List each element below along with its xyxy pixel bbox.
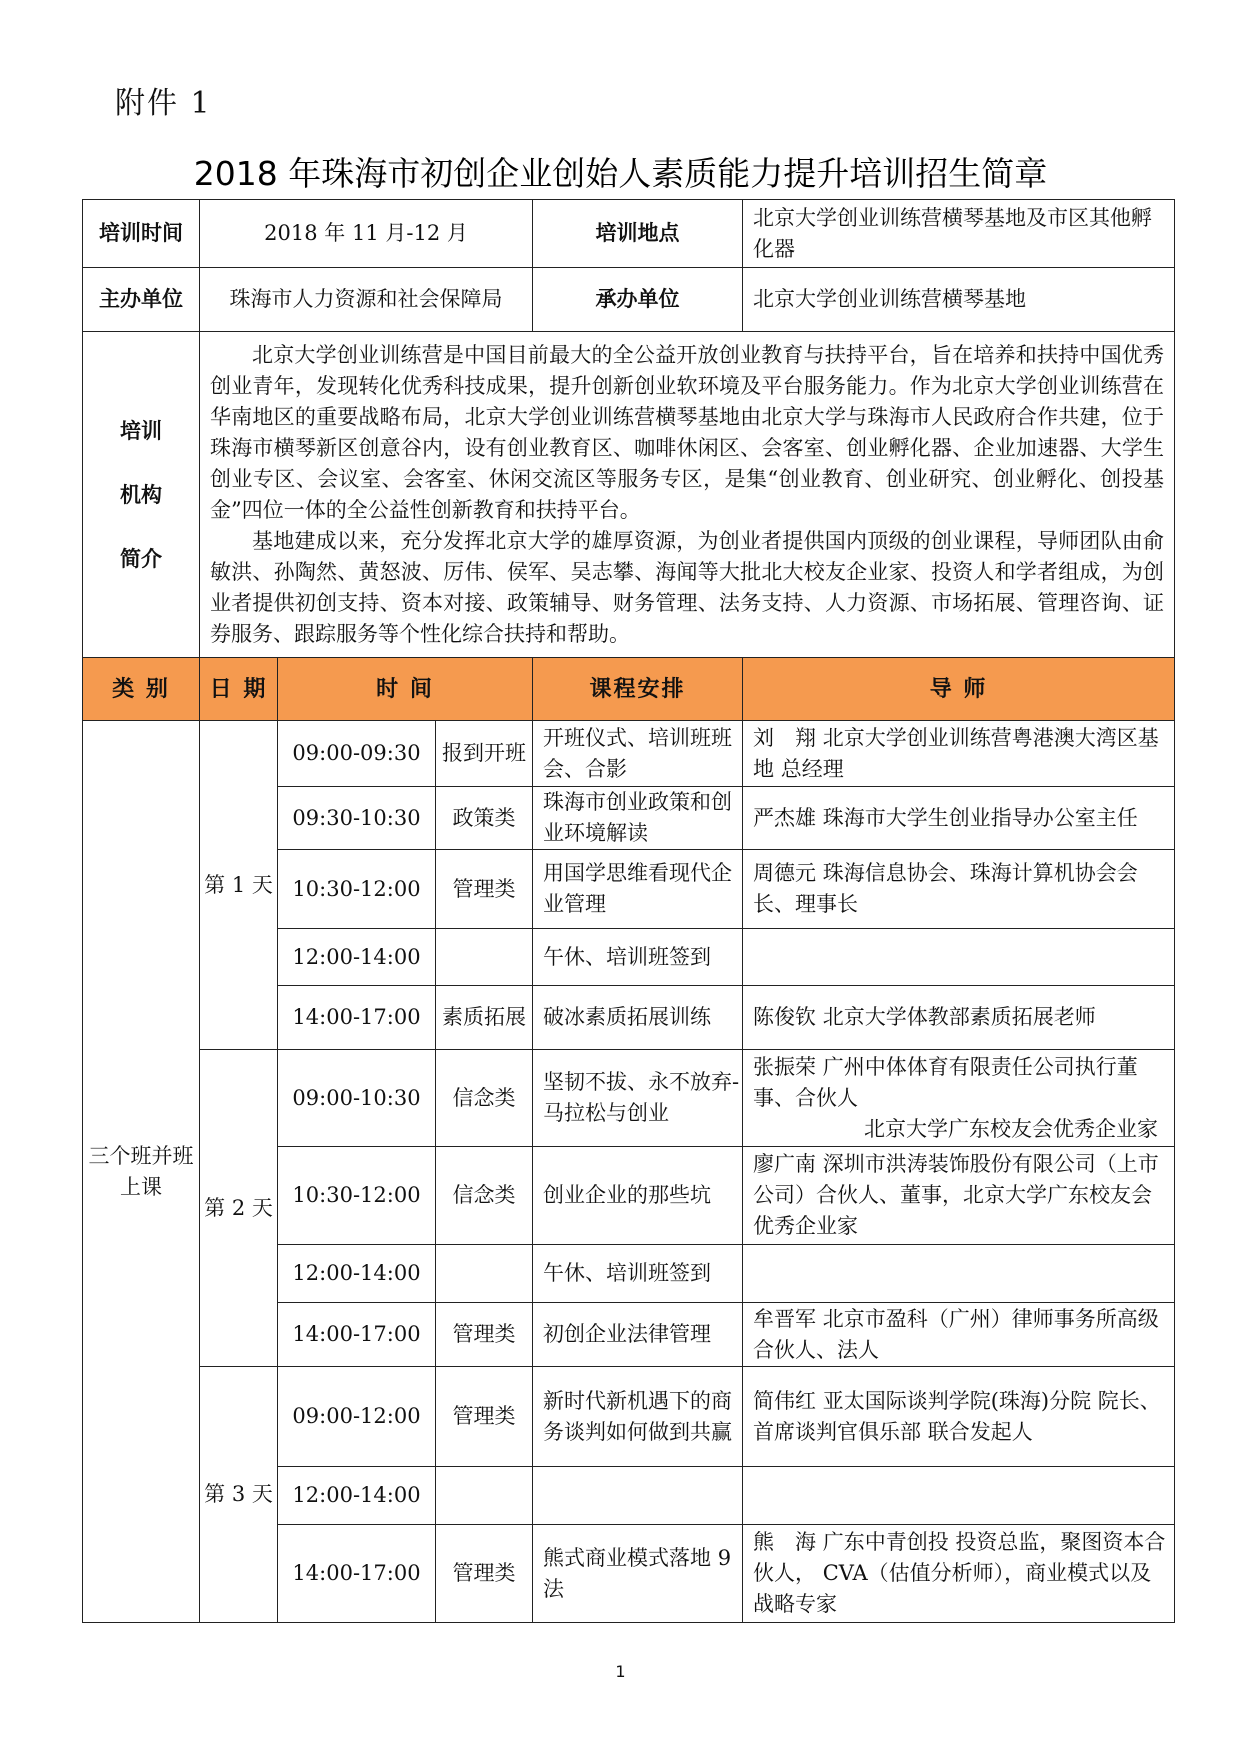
session-type: 政策类	[436, 787, 533, 850]
header-category: 类 别	[83, 658, 200, 721]
day-label: 第 1 天	[200, 721, 278, 1050]
intro-label-line: 培训	[120, 418, 162, 443]
session-mentor: 廖广南 深圳市洪涛装饰股份有限公司（上市公司）合伙人、董事，北京大学广东校友会优秀企业家	[743, 1147, 1175, 1245]
intro-label-line: 简介	[120, 546, 162, 571]
session-course: 初创企业法律管理	[533, 1303, 743, 1367]
session-course: 用国学思维看现代企业管理	[533, 850, 743, 929]
session-mentor	[743, 929, 1175, 986]
page-number: 1	[615, 1662, 626, 1681]
day-label: 第 3 天	[200, 1367, 278, 1623]
mentor-extra-line: 北京大学广东校友会优秀企业家	[864, 1116, 1159, 1141]
session-time: 09:00-12:00	[278, 1367, 436, 1467]
session-type: 信念类	[436, 1147, 533, 1245]
enrollment-table	[82, 199, 1175, 1623]
session-mentor	[743, 1050, 1175, 1147]
session-course: 破冰素质拓展训练	[533, 986, 743, 1050]
session-course: 熊式商业模式落地 9 法	[533, 1525, 743, 1623]
session-type: 信念类	[436, 1050, 533, 1147]
intro-label	[83, 332, 200, 658]
session-mentor	[743, 1467, 1175, 1525]
intro-paragraph: 北京大学创业训练营是中国目前最大的全公益开放创业教育与扶持平台，旨在培养和扶持中国优秀创业青年，发现转化优秀科技成果，提升创新创业软环境及平台服务能力。作为北京大学创业训练营在华南地区的重要战略布局，北京大学创业训练营横琴基地由北京大学与珠海市人民政府合作共建，位于珠海市横琴新区创意谷内，设有创业教育区、咖啡休闲区、会客室、创业孵化器、企业加速器、大学生创业专区、会议室、会客室、休闲交流区等服务专区，是集“创业教育、创业研究、创业孵化、创投基金”四位一体的全公益性创新教育和扶持平台。	[210, 342, 1165, 522]
session-time: 12:00-14:00	[278, 929, 436, 986]
class-category: 三个班并班上课	[83, 721, 200, 1623]
session-time: 14:00-17:00	[278, 1525, 436, 1623]
session-time: 09:00-09:30	[278, 721, 436, 787]
session-type	[436, 929, 533, 986]
session-mentor: 简伟红 亚太国际谈判学院(珠海)分院 院长、首席谈判官俱乐部 联合发起人	[743, 1367, 1175, 1467]
place-label: 培训地点	[533, 200, 743, 268]
session-course: 新时代新机遇下的商务谈判如何做到共赢	[533, 1367, 743, 1467]
session-type: 报到开班	[436, 721, 533, 787]
table-row	[83, 1050, 1175, 1147]
intro-text	[200, 332, 1175, 658]
session-mentor: 熊 海 广东中青创投 投资总监，聚图资本合伙人， CVA（估值分析师），商业模式以及战略专家	[743, 1525, 1175, 1623]
session-course: 珠海市创业政策和创业环境解读	[533, 787, 743, 850]
session-mentor: 牟晋军 北京市盈科（广州）律师事务所高级合伙人、法人	[743, 1303, 1175, 1367]
attachment-label: 附件 1	[115, 86, 212, 121]
session-time: 14:00-17:00	[278, 986, 436, 1050]
session-time: 09:30-10:30	[278, 787, 436, 850]
info-row-host	[83, 268, 1175, 332]
schedule-header-row	[83, 658, 1175, 721]
session-time: 12:00-14:00	[278, 1245, 436, 1303]
table-row	[83, 1367, 1175, 1467]
session-course: 创业企业的那些坑	[533, 1147, 743, 1245]
host-value: 珠海市人力资源和社会保障局	[200, 268, 533, 332]
intro-label-line: 机构	[120, 482, 162, 507]
header-time: 时 间	[278, 658, 533, 721]
organizer-label: 承办单位	[533, 268, 743, 332]
session-type: 素质拓展	[436, 986, 533, 1050]
host-label: 主办单位	[83, 268, 200, 332]
session-type	[436, 1245, 533, 1303]
header-date: 日 期	[200, 658, 278, 721]
day-label: 第 2 天	[200, 1050, 278, 1367]
session-time: 10:30-12:00	[278, 850, 436, 929]
session-type: 管理类	[436, 850, 533, 929]
header-mentor: 导 师	[743, 658, 1175, 721]
place-value: 北京大学创业训练营横琴基地及市区其他孵化器	[743, 200, 1175, 268]
session-time: 12:00-14:00	[278, 1467, 436, 1525]
session-type: 管理类	[436, 1525, 533, 1623]
session-type	[436, 1467, 533, 1525]
header-course: 课程安排	[533, 658, 743, 721]
organizer-value: 北京大学创业训练营横琴基地	[743, 268, 1175, 332]
session-type: 管理类	[436, 1303, 533, 1367]
time-value: 2018 年 11 月-12 月	[200, 200, 533, 268]
page-title: 2018 年珠海市初创企业创始人素质能力提升培训招生简章	[193, 154, 1048, 193]
session-course: 午休、培训班签到	[533, 929, 743, 986]
table-row	[83, 721, 1175, 787]
session-course: 午休、培训班签到	[533, 1245, 743, 1303]
intro-paragraph: 基地建成以来，充分发挥北京大学的雄厚资源，为创业者提供国内顶级的创业课程，导师团队由俞敏洪、孙陶然、黄怒波、厉伟、侯军、吴志攀、海闻等大批北大校友企业家、投资人和学者组成，为创业者提供初创支持、资本对接、政策辅导、财务管理、法务支持、人力资源、市场拓展、管理咨询、证券服务、跟踪服务等个性化综合扶持和帮助。	[210, 528, 1165, 646]
mentor-line: 张振荣 广州中体体育有限责任公司执行董事、合伙人	[753, 1054, 1138, 1110]
session-time: 14:00-17:00	[278, 1303, 436, 1367]
session-mentor: 刘 翔 北京大学创业训练营粤港澳大湾区基地 总经理	[743, 721, 1175, 787]
session-time: 09:00-10:30	[278, 1050, 436, 1147]
session-mentor	[743, 1245, 1175, 1303]
session-course	[533, 1467, 743, 1525]
intro-row	[83, 332, 1175, 658]
session-mentor: 陈俊钦 北京大学体教部素质拓展老师	[743, 986, 1175, 1050]
session-type: 管理类	[436, 1367, 533, 1467]
session-time: 10:30-12:00	[278, 1147, 436, 1245]
session-mentor: 严杰雄 珠海市大学生创业指导办公室主任	[743, 787, 1175, 850]
session-course: 开班仪式、培训班班会、合影	[533, 721, 743, 787]
time-label: 培训时间	[83, 200, 200, 268]
session-course: 坚韧不拔、永不放弃-马拉松与创业	[533, 1050, 743, 1147]
session-mentor: 周德元 珠海信息协会、珠海计算机协会会长、理事长	[743, 850, 1175, 929]
info-row-time	[83, 200, 1175, 268]
